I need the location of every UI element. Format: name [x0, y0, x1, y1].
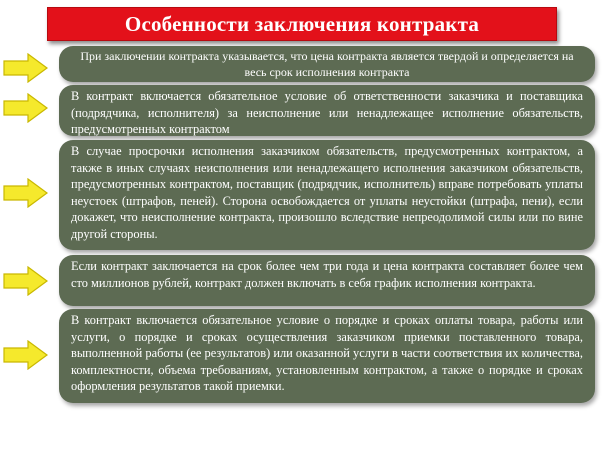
right-arrow-icon [3, 266, 49, 296]
feature-item-penalties [59, 140, 595, 250]
feature-text: В контракт включается обязательное условие об ответственности заказчика и поставщика (подрядчика, исполнителя) за неисполнение или ненадлежащее исполнение обязательств, предусмотренных контрактом [71, 89, 583, 136]
right-arrow-icon [3, 53, 49, 83]
feature-item-schedule [59, 255, 595, 306]
right-arrow-icon [3, 178, 49, 208]
feature-item-fixed-price [59, 46, 595, 82]
feature-item-payment-acceptance [59, 309, 595, 403]
feature-item-liability [59, 85, 595, 136]
page-title: Особенности заключения контракта [124, 11, 480, 36]
right-arrow-icon [3, 340, 49, 370]
feature-text: В контракт включается обязательное условие о порядке и сроках оплаты товара, работы или услуги, о порядке и сроках осуществления заказчиком приемки поставленного товара, выполненной работы (ее результатов) или оказанной услуги в части соответствия их количества, комплектности, объема требованиям, установленным контрактом, а также о порядке и сроках оформления результатов такой приемки. [71, 313, 583, 393]
feature-text: При заключении контракта указывается, что цена контракта является твердой и определяется на весь срок исполнения контракта [80, 49, 574, 79]
feature-text: Если контракт заключается на срок более чем три года и цена контракта составляет более чем сто миллионов рублей, контракт должен включать в себя график исполнения контракта. [71, 259, 583, 290]
right-arrow-icon [3, 93, 49, 123]
title-banner [47, 7, 557, 41]
feature-text: В случае просрочки исполнения заказчиком обязательств, предусмотренных контрактом, а также в иных случаях неисполнения или ненадлежащего исполнения заказчиком обязательств, предусмотренных контрактом, поставщик (подрядчик, исполнитель) вправе потребовать уплаты неустоек (штрафов, пеней). Сторона освобождается от уплаты неустойки (штрафа, пени), если докажет, что неисполнение контракта, произошло вследствие непреодолимой силы или по вине другой стороны. [71, 144, 583, 241]
